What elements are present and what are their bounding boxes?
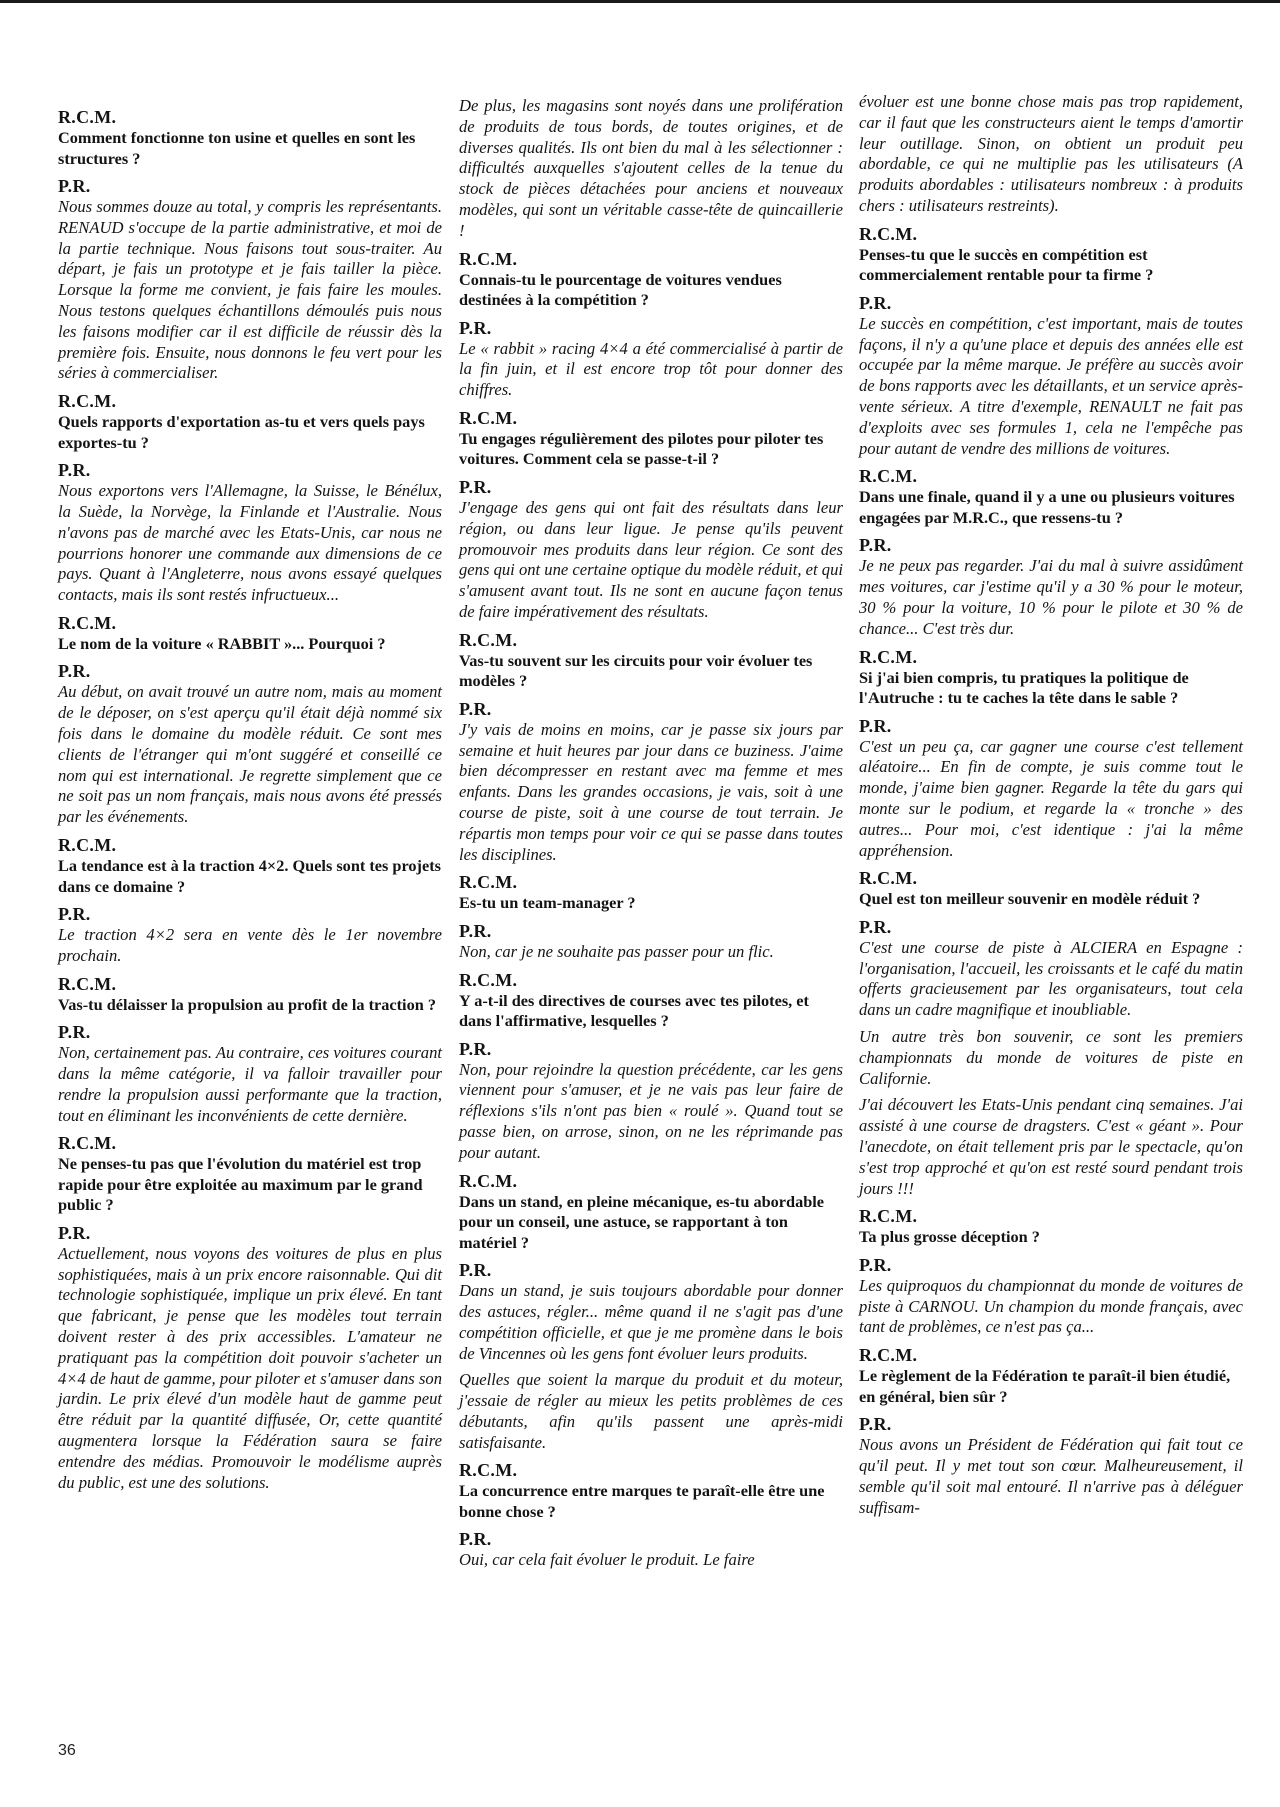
speaker-label: R.C.M. bbox=[459, 629, 518, 650]
interview-answer: C'est une course de piste à ALCIERA en Espagne : l'organisation, l'accueil, les croissants et le café du matin offerts gracieusement par les organisateurs, tout cela dans un cadre magnifique et inoubliable. bbox=[859, 937, 1243, 1020]
speaker-label: P.R. bbox=[859, 715, 892, 736]
speaker-label: P.R. bbox=[58, 460, 91, 481]
interview-question: Tu engages régulièrement des pilotes pour piloter tes voitures. Comment cela se passe-t-il ? bbox=[459, 428, 824, 469]
interview-question: Comment fonctionne ton usine et quelles en sont les structures ? bbox=[58, 128, 416, 168]
speaker-label: R.C.M. bbox=[459, 1170, 518, 1191]
speaker-label: P.R. bbox=[859, 1254, 892, 1275]
speaker-label: P.R. bbox=[58, 661, 91, 682]
speaker-label: P.R. bbox=[459, 1038, 492, 1059]
interview-question: Si j'ai bien compris, tu pratiques la politique de l'Autruche : tu te caches la tête dans le sable ? bbox=[859, 667, 1189, 708]
interview-question: Vas-tu délaisser la propulsion au profit de la traction ? bbox=[58, 994, 436, 1014]
interview-question: Connais-tu le pourcentage de voitures vendues destinées à la compétition ? bbox=[459, 269, 782, 310]
speaker-label: R.C.M. bbox=[859, 868, 918, 889]
interview-answer: Oui, car cela fait évoluer le produit. Le faire bbox=[459, 1550, 755, 1570]
speaker-label: P.R. bbox=[58, 904, 91, 925]
speaker-label: P.R. bbox=[459, 317, 492, 338]
interview-answer: Nous sommes douze au total, y compris les représentants. RENAUD s'occupe de la partie administrative, et moi de la partie technique. Nous faisons tout sous-traiter. Au départ, je fais un prototype et je fais tailler la pièce. Lorsque la forme me convient, je fais faire les moules. Nous testons quelques échantillons démoulés puis nous les faisons modifier car il est difficile de réussir dès la première fois. Ensuite, nous donnons le feu vert pour les séries à commercialiser. bbox=[58, 197, 442, 383]
interview-question: Le règlement de la Fédération te paraît-il bien étudié, en général, bien sûr ? bbox=[859, 1366, 1231, 1406]
interview-answer: Non, pour rejoindre la question précédente, car les gens viennent pour s'amuser, et je ne vais pas leur faire de réflexions s'ils n'ont pas bien « roulé ». Quand tout se passe bien, on arrose, sinon, on ne les réprimande pas pour autant. bbox=[459, 1059, 843, 1162]
speaker-label: R.C.M. bbox=[859, 466, 918, 487]
speaker-label: R.C.M. bbox=[459, 872, 518, 893]
interview-answer: J'engage des gens qui ont fait des résultats dans leur région, ou dans leur ligue. Je pense qu'ils peuvent promouvoir mes produits dans leur région. Ce sont des gens qui ont une certaine optique du modèle réduit, et qui s'amusent avant tout. Ils ne sont en aucune façon tenus de faire impérativement des résultats. bbox=[459, 497, 843, 621]
speaker-label: P.R. bbox=[459, 698, 492, 719]
speaker-label: P.R. bbox=[58, 1222, 91, 1243]
column-3 bbox=[859, 92, 1243, 1524]
interview-question: Quels rapports d'exportation as-tu et vers quels pays exportes-tu ? bbox=[58, 412, 425, 452]
speaker-label: R.C.M. bbox=[459, 407, 518, 428]
speaker-label: P.R. bbox=[859, 292, 892, 313]
interview-question: Dans un stand, en pleine mécanique, es-tu abordable pour un conseil, une astuce, se rapportant à ton matériel ? bbox=[459, 1191, 825, 1252]
interview-question: Ne penses-tu pas que l'évolution du matériel est trop rapide pour être exploitée au maximum par le grand public ? bbox=[58, 1154, 423, 1215]
interview-answer: Le « rabbit » racing 4×4 a été commercialisé à partir de la fin juin, et il est encore trop tôt pour donner des chiffres. bbox=[459, 338, 843, 400]
interview-question: Le nom de la voiture « RABBIT »... Pourquoi ? bbox=[58, 633, 386, 653]
speaker-label: R.C.M. bbox=[459, 969, 518, 990]
interview-answer: C'est un peu ça, car gagner une course c'est tellement aléatoire... En fin de compte, je suis comme tout le monde, j'aime bien gagner. Regarde la tête du gars qui monte sur le podium, et regarde la « tronche » des autres... Pour moi, c'est identique : j'ai la même appréhension. bbox=[859, 736, 1243, 860]
speaker-label: P.R. bbox=[459, 1260, 492, 1281]
speaker-label: R.C.M. bbox=[58, 835, 117, 856]
interview-answer: Actuellement, nous voyons des voitures de plus en plus sophistiquées, mais à un prix encore raisonnable. Qui dit technologie sophistiquée, implique un prix élevé. En tant que fabricant, je pense que les modèles tout terrain doivent rester à des prix accessibles. L'amateur ne pratiquant pas la compétition doit pouvoir s'acheter un 4×4 de haut de gamme, pour piloter et s'amuser dans son jardin. Le prix élevé d'un modèle haut de gamme peut être réduit par la quantité diffusée, Or, cette quantité augmentera lorsque la Fédération saura se faire entendre des médias. Promouvoir le modélisme auprès du public, est une des solutions. bbox=[58, 1243, 442, 1492]
interview-question: Penses-tu que le succès en compétition est commercialement rentable pour ta firme ? bbox=[859, 244, 1154, 285]
interview-question: Y a-t-il des directives de courses avec tes pilotes, et dans l'affirmative, lesquelles ? bbox=[459, 990, 809, 1031]
interview-answer: Non, certainement pas. Au contraire, ces voitures courant dans la même catégorie, il va falloir travailler pour rendre la propulsion aussi performante que la traction, tout en éliminant les inconvénients de cette dernière. bbox=[58, 1043, 442, 1125]
speaker-label: P.R. bbox=[859, 1414, 892, 1435]
interview-answer: Le traction 4×2 sera en vente dès le 1er novembre prochain. bbox=[58, 925, 442, 965]
top-rule bbox=[0, 0, 1280, 3]
interview-question: Dans une finale, quand il y a une ou plusieurs voitures engagées par M.R.C., que ressens-tu ? bbox=[859, 487, 1235, 527]
interview-question: Ta plus grosse déception ? bbox=[859, 1227, 1040, 1247]
speaker-label: R.C.M. bbox=[859, 223, 918, 244]
speaker-label: R.C.M. bbox=[58, 973, 117, 994]
interview-answer: Les quiproquos du championnat du monde de voitures de piste à CARNOU. Un champion du monde français, avec tant de problèmes, ce n'est pas ça... bbox=[859, 1275, 1243, 1337]
column-1 bbox=[58, 104, 442, 1499]
interview-answer: Non, car je ne souhaite pas passer pour un flic. bbox=[459, 941, 774, 961]
interview-answer: Le succès en compétition, c'est important, mais de toutes façons, il n'y a qu'une place et depuis des années elle est occupée par la même marque. Je préfère au succès avoir de bons rapports avec les détaillants, et un service après-vente sérieux. A titre d'exemple, RENAULT ne fait pas d'exploits avec ses formules 1, cela ne l'empêche pas pour autant de vendre des millions de voitures. bbox=[859, 313, 1243, 458]
interview-question: La concurrence entre marques te paraît-elle être une bonne chose ? bbox=[459, 1481, 825, 1521]
interview-answer: Je ne peux pas regarder. J'ai du mal à suivre assidûment mes voitures, car j'estime qu'il y a 30 % pour le moteur, 30 % pour la voiture, 10 % pour le pilote et 30 % de chance... C'est très dur. bbox=[859, 556, 1243, 638]
interview-answer: Nous exportons vers l'Allemagne, la Suisse, le Bénélux, la Suède, la Norvège, la Finlande et l'Australie. Nous n'avons pas de marché avec les Etats-Unis, car nous ne pourrions honorer une commande aux dimensions de ce pays. Quant à l'Angleterre, nous avons essayé quelques contacts, mais ils sont restés infructueux... bbox=[58, 481, 442, 605]
interview-answer: J'y vais de moins en moins, car je passe six jours par semaine et huit heures par jour dans ce buziness. J'aime bien décompresser en restant avec ma femme et mes enfants. Dans les grandes occasions, je vais, soit à une course de piste, soit à une course de tout terrain. Je répartis mon temps pour voir ce qui se passe dans toutes les disciplines. bbox=[459, 719, 843, 864]
speaker-label: R.C.M. bbox=[859, 646, 918, 667]
speaker-label: P.R. bbox=[859, 535, 892, 556]
interview-answer: Nous avons un Président de Fédération qui fait tout ce qu'il peut. Il y met tout son cœur. Malheureusement, il semble qu'il soit mal entouré. Il n'arrive pas à déléguer suffisam- bbox=[859, 1435, 1243, 1517]
interview-answer: évoluer est une bonne chose mais pas trop rapidement, car il faut que les constructeurs aient le temps d'amortir leur outillage. Sinon, on obtient un produit peu abordable, ce qui ne multiplie pas les utilisateurs (A produits abordables : utilisateurs nombreux : à produits chers : utilisateurs restreints). bbox=[859, 92, 1243, 215]
interview-answer: Un autre très bon souvenir, ce sont les premiers championnats du monde de voitures de piste en Californie. bbox=[859, 1027, 1243, 1088]
speaker-label: P.R. bbox=[459, 1529, 492, 1550]
interview-question: Es-tu un team-manager ? bbox=[459, 893, 636, 913]
interview-answer: Quelles que soient la marque du produit et du moteur, j'essaie de régler au mieux les petits problèmes de ces débutants, afin qu'ils passent une après-midi satisfaisante. bbox=[459, 1370, 843, 1452]
speaker-label: R.C.M. bbox=[58, 1133, 117, 1154]
speaker-label: R.C.M. bbox=[58, 107, 117, 127]
speaker-label: P.R. bbox=[58, 176, 91, 196]
speaker-label: R.C.M. bbox=[58, 612, 117, 633]
speaker-label: P.R. bbox=[459, 920, 492, 941]
page-number: 36 bbox=[58, 1742, 76, 1759]
interview-answer: De plus, les magasins sont noyés dans une prolifération de produits de tous bords, de toutes origines, et de diverses qualités. Ils ont bien du mal à les sélectionner : difficultés auxquelles s'ajoutent celles de la tenue du stock de pièces détachées pour anciens et nouveaux modèles, qui sont un véritable casse-tête de quincaillerie ! bbox=[459, 96, 843, 240]
speaker-label: P.R. bbox=[58, 1022, 91, 1043]
speaker-label: P.R. bbox=[459, 476, 492, 497]
speaker-label: R.C.M. bbox=[459, 1460, 518, 1481]
interview-question: La tendance est à la traction 4×2. Quels sont tes projets dans ce domaine ? bbox=[58, 856, 441, 896]
speaker-label: R.C.M. bbox=[859, 1345, 918, 1366]
column-2 bbox=[459, 96, 843, 1577]
interview-question: Quel est ton meilleur souvenir en modèle réduit ? bbox=[859, 889, 1201, 909]
speaker-label: R.C.M. bbox=[58, 391, 117, 412]
speaker-label: R.C.M. bbox=[859, 1206, 918, 1227]
interview-answer: J'ai découvert les Etats-Unis pendant cinq semaines. J'ai assisté à une course de dragsters. C'est « géant ». Pour l'anecdote, on était tellement pris par le spectacle, qu'on s'est trop approché et qu'on est resté sourd pendant trois jours !!! bbox=[859, 1095, 1243, 1198]
speaker-label: P.R. bbox=[859, 916, 892, 937]
speaker-label: R.C.M. bbox=[459, 248, 518, 269]
interview-question: Vas-tu souvent sur les circuits pour voir évoluer tes modèles ? bbox=[459, 650, 813, 691]
interview-answer: Au début, on avait trouvé un autre nom, mais au moment de le déposer, on s'est aperçu qu'il était déjà nommé six fois dans le domaine du modèle réduit. Ce sont mes clients de l'étranger qui m'ont suggéré et conseillé ce nom qui est international. Je regrette simplement que ce ne soit pas un nom français, mais nous avons été pressés par les événements. bbox=[58, 682, 442, 827]
interview-answer: Dans un stand, je suis toujours abordable pour donner des astuces, régler... même quand il ne s'agit pas d'une compétition officielle, et que je me promène dans le bois de Vincennes où les gens font évoluer leurs produits. bbox=[459, 1281, 843, 1363]
